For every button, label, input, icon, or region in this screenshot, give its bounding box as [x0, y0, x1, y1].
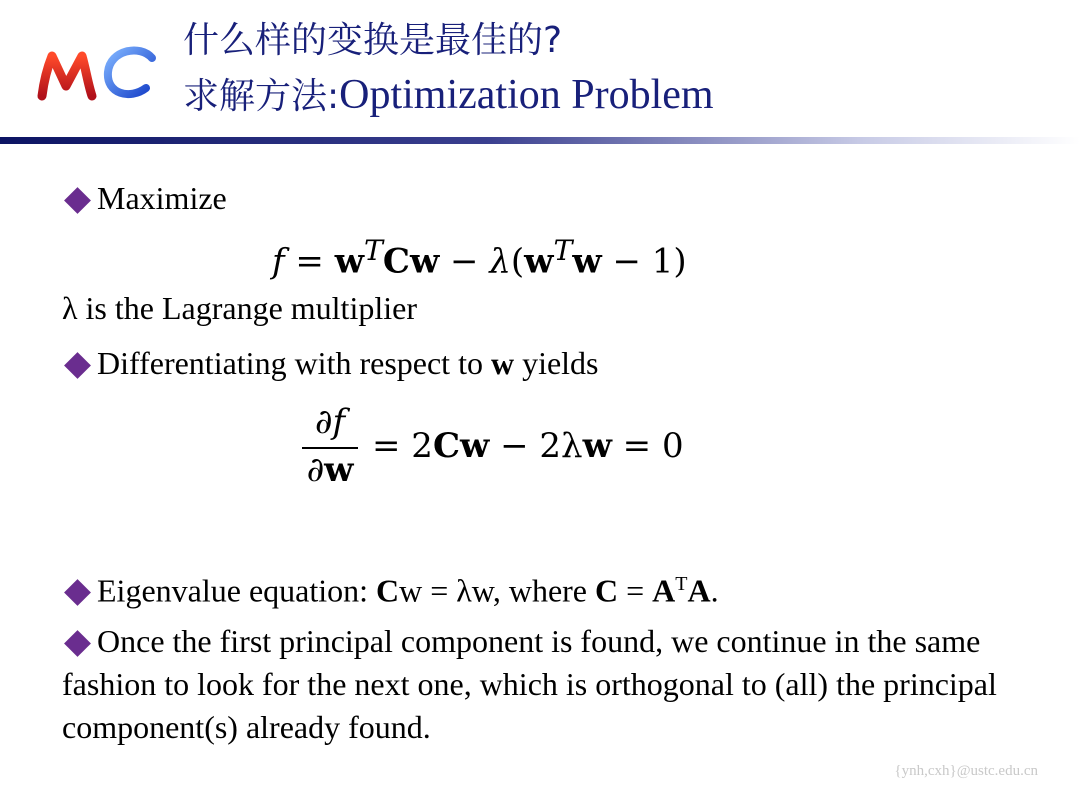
diamond-bullet-icon — [64, 352, 91, 379]
diamond-bullet-icon — [64, 579, 91, 606]
diamond-bullet-icon — [64, 630, 91, 657]
derivative-equation: ∂f ∂w = 2Cw − 2λw = 0 — [300, 398, 720, 498]
diamond-bullet-icon — [64, 187, 91, 214]
title-line2-cn: 求解方法: — [183, 76, 340, 117]
bullet-differentiating: Differentiating with respect to w yields — [62, 345, 599, 381]
bullet-eigenvalue: Eigenvalue equation: Cw = λw, where $C = A^TA$. — [62, 566, 719, 609]
title-line2-en: Optimization Problem — [339, 72, 714, 118]
logo-text: MC — [34, 40, 36, 41]
principal-components-text: Once the first principal component is found, we continue in the same fashion to look for the next one, which is orthogonal to (all) the principal component(s) already found. — [62, 623, 997, 745]
slide-title — [183, 14, 714, 124]
bullet-principal-components — [62, 620, 1022, 749]
objective-equation: $f = w^TCw - \lambda(w^Tw - 1)$ — [272, 234, 687, 282]
title-line2 — [183, 68, 714, 124]
maximize-text: Maximize — [97, 180, 227, 216]
footer-email: {ynh,cxh}@ustc.edu.cn — [894, 763, 1038, 779]
title-line1: 什么样的变换是最佳的? — [183, 20, 563, 61]
bullet-maximize — [62, 180, 227, 216]
fraction-bar — [302, 447, 358, 449]
mc-logo — [34, 40, 166, 110]
lagrange-note: λ is the Lagrange multiplier — [62, 290, 417, 326]
title-divider — [0, 137, 1080, 144]
